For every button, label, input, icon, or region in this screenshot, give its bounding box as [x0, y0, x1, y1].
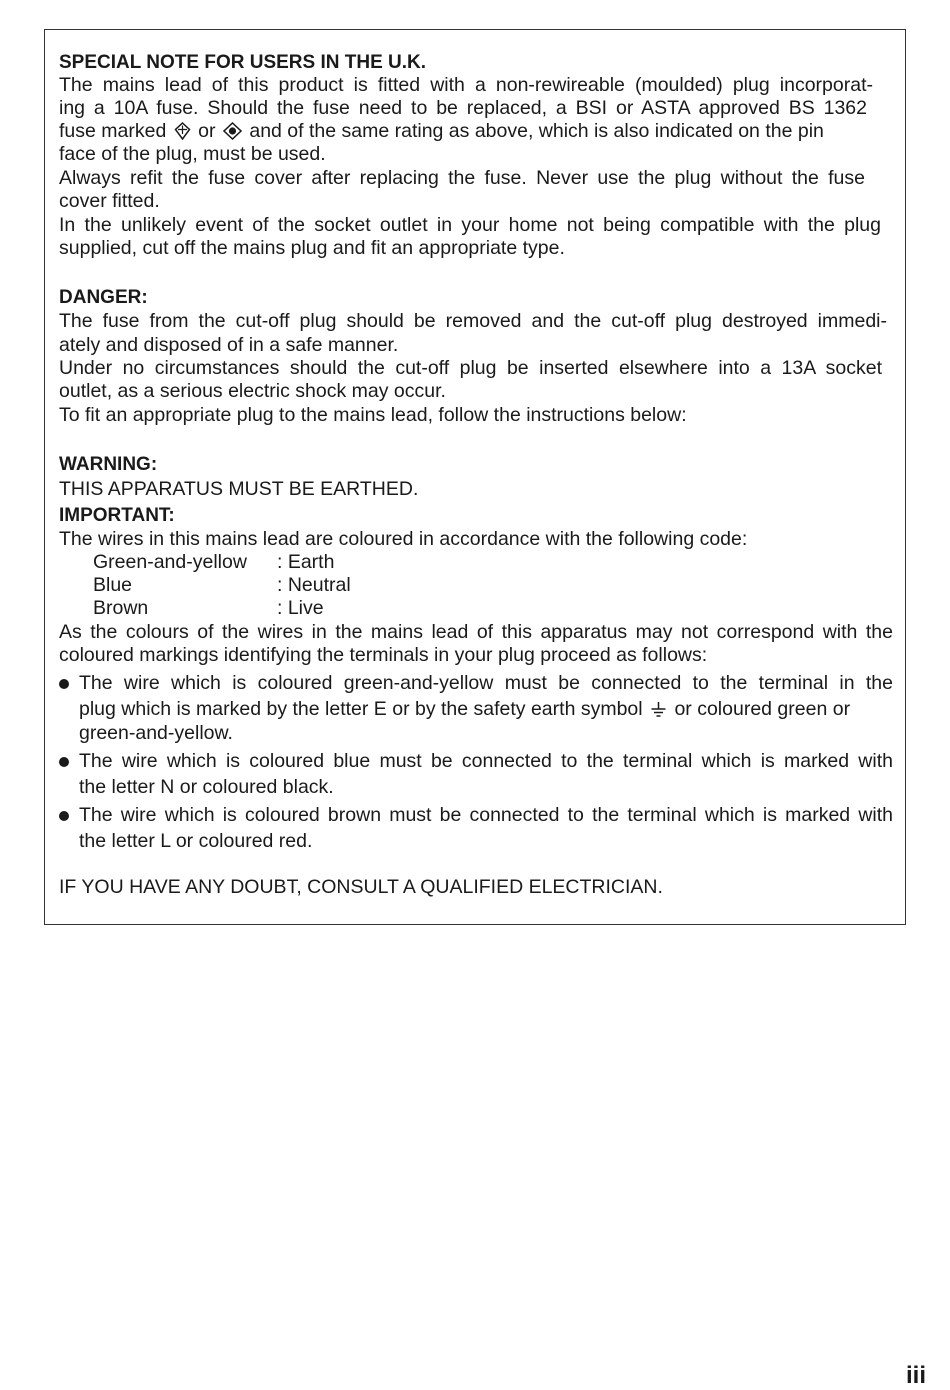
text-fragment: or — [198, 120, 216, 142]
text-line: face of the plug, must be used. — [59, 143, 326, 165]
text-fragment: plug which is marked by the letter E or by the safety earth symbol — [79, 698, 643, 720]
earth-symbol-icon — [650, 701, 667, 718]
uk-note-heading: SPECIAL NOTE FOR USERS IN THE U.K. — [59, 52, 427, 73]
text-fragment: or coloured green or — [674, 698, 851, 720]
bullet-icon — [59, 757, 69, 767]
text-line: outlet, as a serious electric shock may occur. — [59, 380, 446, 402]
text-line: coloured markings identifying the terminals in your plug proceed as follows: — [59, 644, 708, 666]
text-line — [79, 698, 850, 721]
uk-plug-notice — [44, 29, 906, 925]
text-line: green-and-yellow. — [79, 722, 233, 744]
text-line: The wires in this mains lead are coloured in accordance with the following code: — [59, 528, 748, 550]
text-line: ately and disposed of in a safe manner. — [59, 334, 399, 356]
text-line: The fuse from the cut-off plug should be removed and the cut-off plug destroyed immedi- — [59, 310, 887, 332]
important-heading: IMPORTANT: — [59, 505, 175, 526]
text-line: Under no circumstances should the cut-off plug be inserted elsewhere into a 13A socket — [59, 357, 882, 379]
text-line: supplied, cut off the mains plug and fit an appropriate type. — [59, 237, 565, 259]
text-line: The wire which is coloured blue must be connected to the terminal which is marked with — [79, 750, 893, 772]
bullet-icon — [59, 811, 69, 821]
page-number: iii — [906, 1362, 927, 1389]
text-line: In the unlikely event of the socket outlet in your home not being compatible with the plug — [59, 214, 881, 236]
wire-meaning: : Live — [277, 597, 324, 619]
wire-colour: Green-and-yellow — [93, 551, 247, 573]
bsi-kitemark-icon — [174, 122, 191, 140]
text-fragment: and of the same rating as above, which is also indicated on the pin — [249, 120, 824, 142]
text-line — [59, 120, 824, 143]
warning-heading: WARNING: — [59, 454, 158, 475]
text-line: ing a 10A fuse. Should the fuse need to be replaced, a BSI or ASTA approved BS 1362 — [59, 97, 867, 119]
wire-colour: Blue — [93, 574, 133, 596]
text-line: cover fitted. — [59, 190, 160, 212]
closing-advice: IF YOU HAVE ANY DOUBT, CONSULT A QUALIFIED ELECTRICIAN. — [59, 876, 663, 898]
text-fragment: fuse marked — [59, 120, 167, 142]
bullet-icon — [59, 679, 69, 689]
wire-colour: Brown — [93, 597, 149, 619]
text-line: To fit an appropriate plug to the mains lead, follow the instructions below: — [59, 404, 687, 426]
text-line: The wire which is coloured brown must be connected to the terminal which is marked with — [79, 804, 893, 826]
text-line: the letter N or coloured black. — [79, 776, 334, 798]
text-line: the letter L or coloured red. — [79, 830, 313, 852]
text-line: Always refit the fuse cover after replacing the fuse. Never use the plug without the fuse — [59, 167, 865, 189]
wire-meaning: : Neutral — [277, 574, 351, 596]
text-line: As the colours of the wires in the mains lead of this apparatus may not correspond with the — [59, 621, 893, 643]
text-line: The wire which is coloured green-and-yellow must be connected to the terminal in the — [79, 672, 893, 694]
danger-heading: DANGER: — [59, 287, 148, 308]
text-line: The mains lead of this product is fitted with a non-rewireable (moulded) plug incorporat- — [59, 74, 873, 96]
wire-meaning: : Earth — [277, 551, 335, 573]
warning-text: THIS APPARATUS MUST BE EARTHED. — [59, 478, 419, 500]
asta-mark-icon — [223, 122, 242, 140]
